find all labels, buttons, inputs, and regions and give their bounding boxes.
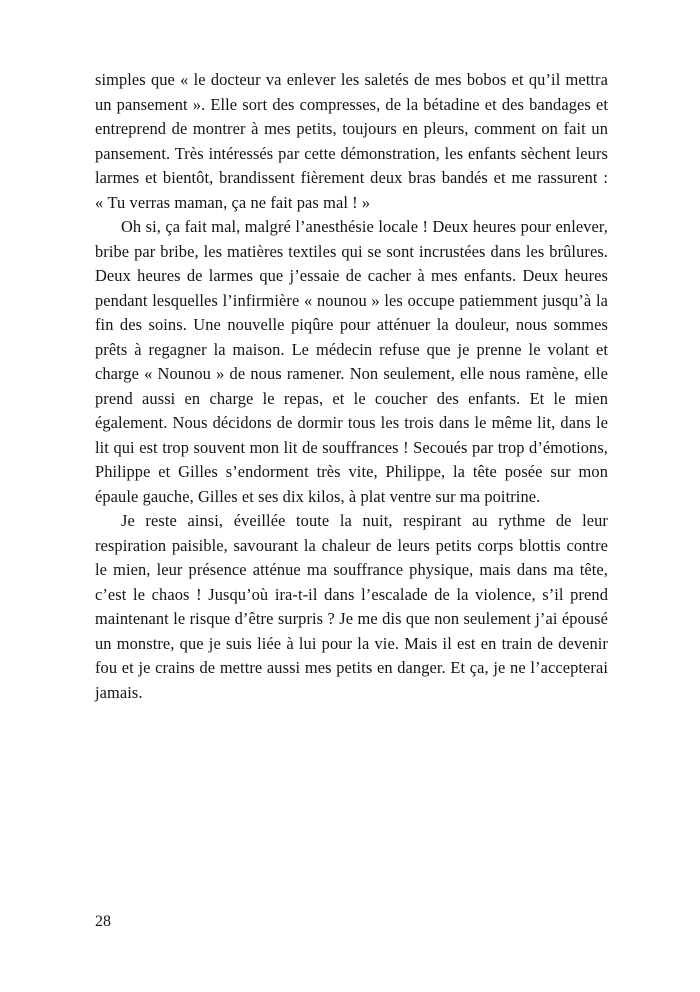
paragraph: Oh si, ça fait mal, malgré l’anesthésie locale ! Deux heures pour enlever, bribe par bribe, les matières textiles qui se sont incrustées dans les brûlures. Deux heures de larmes que j’essaie de cacher à mes enfants. Deux heures pendant lesquelles l’infirmière « nounou » les occupe patiemment jusqu’à la fin des soins. Une nouvelle piqûre pour atténuer la douleur, nous sommes prêts à regagner la maison. Le médecin refuse que je prenne le volant et charge « Nounou » de nous ramener. Non seulement, elle nous ramène, elle prend aussi en charge le repas, et le coucher des enfants. Et le mien également. Nous décidons de dormir tous les trois dans le même lit, dans le lit qui est trop souvent mon lit de souffrances ! Secoués par trop d’émotions, Philippe et Gilles s’endorment très vite, Philippe, la tête posée sur mon épaule gauche, Gilles et ses dix kilos, à plat ventre sur ma poitrine. [95, 217, 608, 506]
page-number: 28 [95, 913, 111, 930]
paragraph: simples que « le docteur va enlever les saletés de mes bobos et qu’il mettra un pansement ». Elle sort des compresses, de la bétadine et des bandages et entreprend de montrer à mes petits, toujours en pleurs, comment on fait un pansement. Très intéressés par cette démonstration, les enfants sèchent leurs larmes et bientôt, brandissent fièrement deux bras bandés et me rassurent : « Tu verras maman, ça ne fait pas mal ! » [95, 70, 608, 212]
text-column [95, 68, 608, 705]
paragraph: Je reste ainsi, éveillée toute la nuit, respirant au rythme de leur respiration paisible, savourant la chaleur de leurs petits corps blottis contre le mien, leur présence atténue ma souffrance physique, mais dans ma tête, c’est le chaos ! Jusqu’où ira-t-il dans l’escalade de la violence, s’il prend maintenant le risque d’être surpris ? Je me dis que non seulement j’ai épousé un monstre, que je suis liée à lui pour la vie. Mais il est en train de devenir fou et je crains de mettre aussi mes petits en danger. Et ça, je ne l’accepterai jamais. [95, 511, 608, 702]
